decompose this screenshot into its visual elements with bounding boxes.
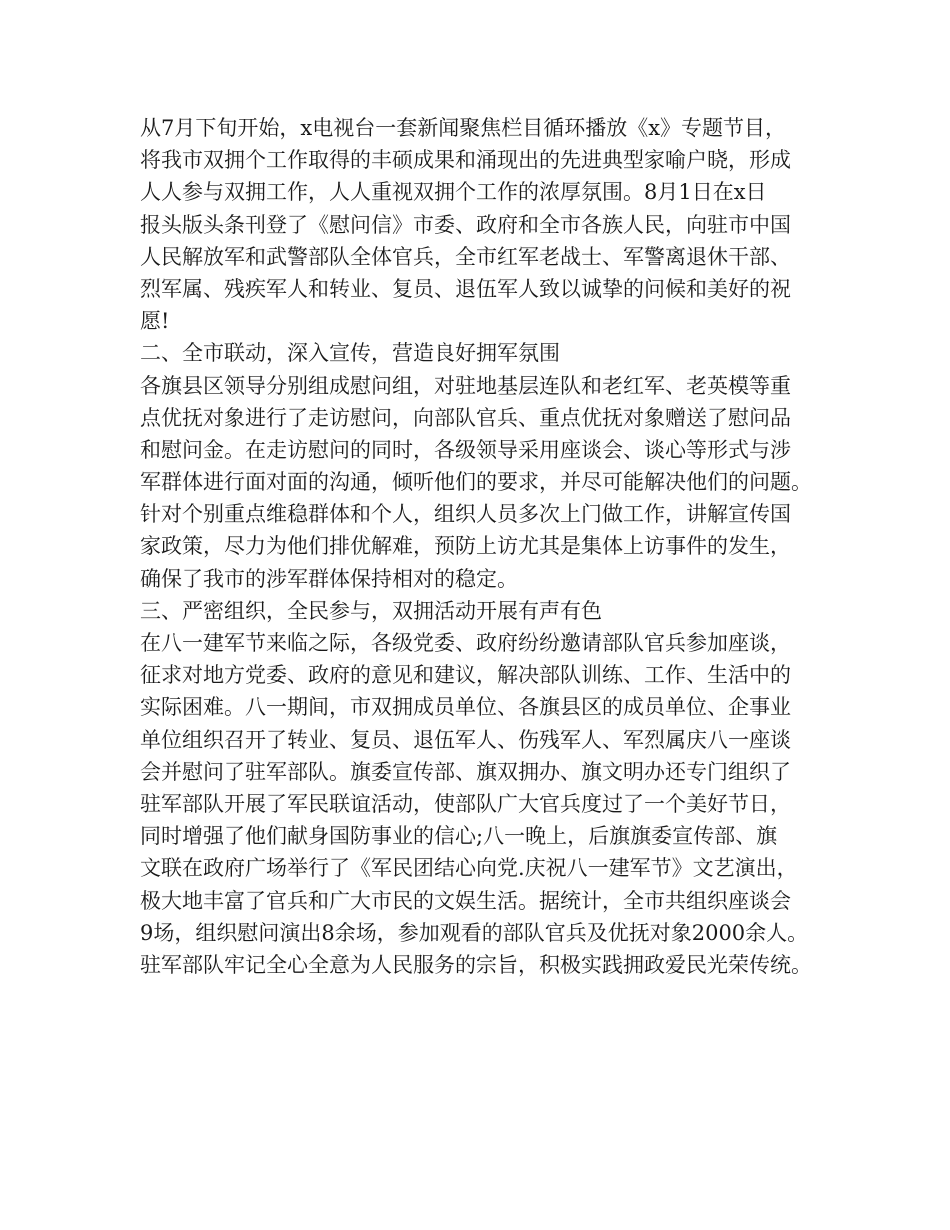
section-heading: 三、严密组织，全民参与，双拥活动开展有声有色 [140, 598, 602, 623]
text-line: 确保了我市的涉军群体保持相对的稳定。 [140, 566, 518, 591]
text-line: 征求对地方党委、政府的意见和建议，解决部队训练、工作、生活中的 [140, 663, 791, 688]
section-heading: 二、全市联动，深入宣传，营造良好拥军氛围 [140, 341, 560, 366]
text-line: 驻军部队牢记全心全意为人民服务的宗旨，积极实践拥政爱民光荣传统。 [140, 952, 812, 977]
text-line: 驻军部队开展了军民联谊活动，使部队广大官兵度过了一个美好节日， [140, 791, 791, 816]
text-line: 9场，组织慰问演出8余场，参加观看的部队官兵及优抚对象2000余人。 [140, 920, 809, 945]
text-line: 愿! [140, 309, 170, 334]
text-line: 从7月下旬开始，x电视台一套新闻聚焦栏目循环播放《x》专题节目， [140, 116, 787, 140]
text-line: 同时增强了他们献身国防事业的信心;八一晚上，后旗旗委宣传部、旗 [140, 824, 778, 849]
text-line: 会并慰问了驻军部队。旗委宣传部、旗双拥办、旗文明办还专门组织了 [140, 759, 791, 784]
text-line: 实际困难。八一期间，市双拥成员单位、各旗县区的成员单位、企事业 [140, 695, 791, 720]
text-line: 和慰问金。在走访慰问的同时，各级领导采用座谈会、谈心等形式与涉 [140, 437, 791, 462]
text-line: 报头版头条刊登了《慰问信》市委、政府和全市各族人民，向驻市中国 [140, 212, 791, 237]
text-line: 军群体进行面对面的沟通，倾听他们的要求，并尽可能解决他们的问题。 [140, 470, 812, 495]
text-line: 人人参与双拥工作，人人重视双拥个工作的浓厚氛围。8月1日在x日 [140, 180, 767, 205]
document-body [140, 112, 840, 981]
text-line: 点优抚对象进行了走访慰问，向部队官兵、重点优抚对象赠送了慰问品 [140, 405, 791, 430]
text-line: 极大地丰富了官兵和广大市民的文娱生活。据统计，全市共组织座谈会 [140, 888, 791, 913]
text-line: 各旗县区领导分别组成慰问组，对驻地基层连队和老红军、老英模等重 [140, 373, 791, 398]
text-line: 人民解放军和武警部队全体官兵，全市红军老战士、军警离退休干部、 [140, 244, 791, 269]
text-line: 单位组织召开了转业、复员、退伍军人、伤残军人、军烈属庆八一座谈 [140, 727, 791, 752]
text-line: 针对个别重点维稳群体和个人，组织人员多次上门做工作，讲解宣传国 [140, 502, 791, 527]
text-line: 将我市双拥个工作取得的丰硕成果和涌现出的先进典型家喻户晓，形成 [140, 148, 791, 173]
text-line: 在八一建军节来临之际，各级党委、政府纷纷邀请部队官兵参加座谈， [140, 631, 791, 655]
text-line: 烈军属、残疾军人和转业、复员、退伍军人致以诚挚的问候和美好的祝 [140, 276, 791, 301]
text-line: 家政策，尽力为他们排优解难，预防上访尤其是集体上访事件的发生， [140, 534, 791, 559]
text-line: 文联在政府广场举行了《军民团结心向党.庆祝八一建军节》文艺演出， [140, 856, 798, 881]
